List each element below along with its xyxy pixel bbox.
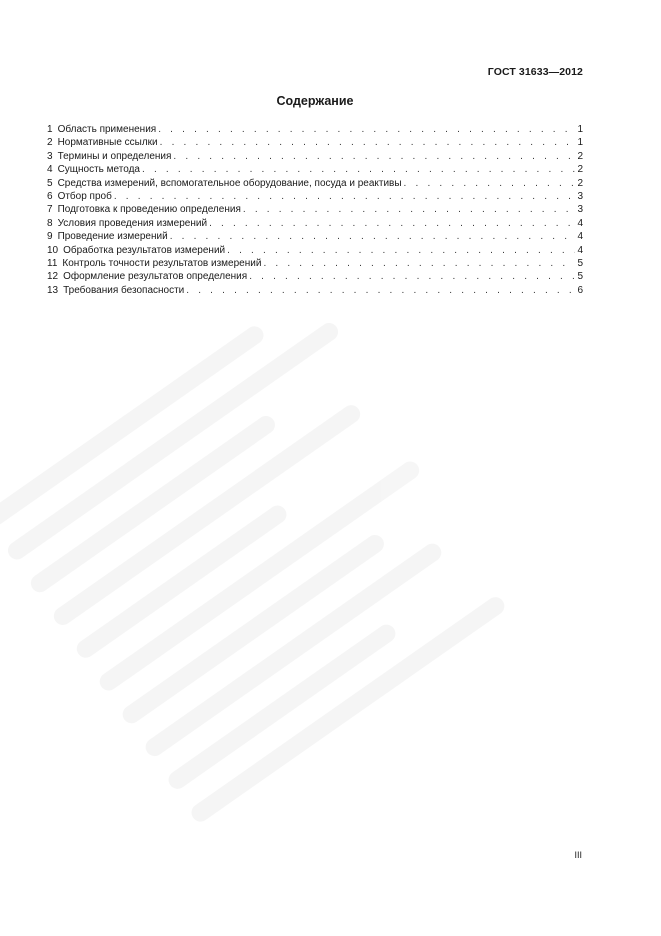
toc-entry-number: 11: [47, 257, 58, 269]
toc-leader-dots: [186, 284, 575, 297]
toc-entry-number: 7: [47, 204, 53, 216]
toc-entry-page: 4: [577, 231, 583, 243]
toc-entry-title[interactable]: Оформление результатов определения: [63, 271, 248, 283]
toc-entry-number: 12: [47, 271, 59, 283]
toc-entry-page: 2: [577, 164, 583, 176]
background-watermark: [0, 257, 611, 924]
toc-entry-number: 5: [47, 177, 53, 189]
toc-entry-page: 5: [577, 271, 583, 283]
toc-entry-number: 1: [47, 124, 53, 135]
toc-entry-number: 10: [47, 244, 59, 256]
toc-entry-number: 6: [47, 190, 53, 202]
toc-entry[interactable]: [47, 150, 583, 163]
page-title: Содержание: [276, 94, 354, 108]
toc-entry-page: 3: [577, 190, 583, 202]
toc-entry-title[interactable]: Подготовка к проведению определения: [57, 204, 241, 216]
toc-entry-title[interactable]: Обработка результатов измерений: [63, 244, 226, 256]
page-number: III: [574, 850, 582, 860]
toc-entry-title[interactable]: Отбор проб: [57, 190, 112, 202]
toc-leader-dots: [170, 230, 576, 243]
toc-entry[interactable]: [47, 163, 583, 176]
toc-leader-dots: [227, 244, 575, 257]
toc-entry[interactable]: [47, 217, 583, 230]
table-of-contents: [47, 123, 583, 297]
toc-entry-page: 6: [577, 284, 583, 296]
toc-leader-dots: [243, 203, 576, 216]
toc-entry[interactable]: [47, 244, 583, 257]
toc-entry[interactable]: [47, 203, 583, 216]
toc-entry-number: 13: [47, 284, 59, 296]
toc-entry-page: 2: [577, 177, 583, 189]
toc-entry[interactable]: [47, 270, 583, 283]
toc-entry[interactable]: [47, 123, 583, 136]
toc-entry-title[interactable]: Сущность метода: [57, 164, 140, 176]
toc-entry-page: 5: [577, 257, 583, 269]
toc-leader-dots: [209, 217, 575, 230]
toc-entry-page: 1: [577, 124, 583, 135]
toc-entry-page: 1: [577, 137, 583, 149]
toc-entry-title[interactable]: Средства измерений, вспомогательное оборудование, посуда и реактивы: [57, 177, 402, 189]
toc-entry[interactable]: [47, 190, 583, 203]
toc-leader-dots: [142, 163, 575, 176]
toc-entry-number: 3: [47, 150, 53, 162]
toc-entry-number: 4: [47, 164, 53, 176]
toc-leader-dots: [404, 177, 576, 190]
toc-entry-title[interactable]: Термины и определения: [57, 150, 172, 162]
toc-entry-title[interactable]: Проведение измерений: [57, 231, 168, 243]
standard-code: ГОСТ 31633—2012: [487, 66, 583, 78]
toc-entry[interactable]: [47, 257, 583, 270]
toc-entry-title[interactable]: Нормативные ссылки: [57, 137, 158, 149]
toc-entry-page: 2: [577, 150, 583, 162]
toc-entry[interactable]: [47, 230, 583, 243]
toc-leader-dots: [114, 190, 576, 203]
toc-leader-dots: [158, 123, 575, 136]
toc-leader-dots: [249, 270, 575, 283]
toc-entry-page: 4: [577, 244, 583, 256]
toc-entry-number: 2: [47, 137, 53, 149]
toc-entry-title[interactable]: Условия проведения измерений: [57, 217, 208, 229]
toc-leader-dots: [160, 136, 576, 149]
toc-leader-dots: [263, 257, 575, 270]
toc-entry-page: 3: [577, 204, 583, 216]
toc-entry[interactable]: [47, 284, 583, 297]
toc-entry-title[interactable]: Контроль точности результатов измерений: [62, 257, 262, 269]
toc-entry-title[interactable]: Область применения: [57, 124, 157, 135]
toc-entry-number: 9: [47, 231, 53, 243]
toc-entry-title[interactable]: Требования безопасности: [63, 284, 185, 296]
toc-entry[interactable]: [47, 136, 583, 149]
toc-entry-number: 8: [47, 217, 53, 229]
toc-entry[interactable]: [47, 177, 583, 190]
toc-leader-dots: [173, 150, 575, 163]
toc-entry-page: 4: [577, 217, 583, 229]
